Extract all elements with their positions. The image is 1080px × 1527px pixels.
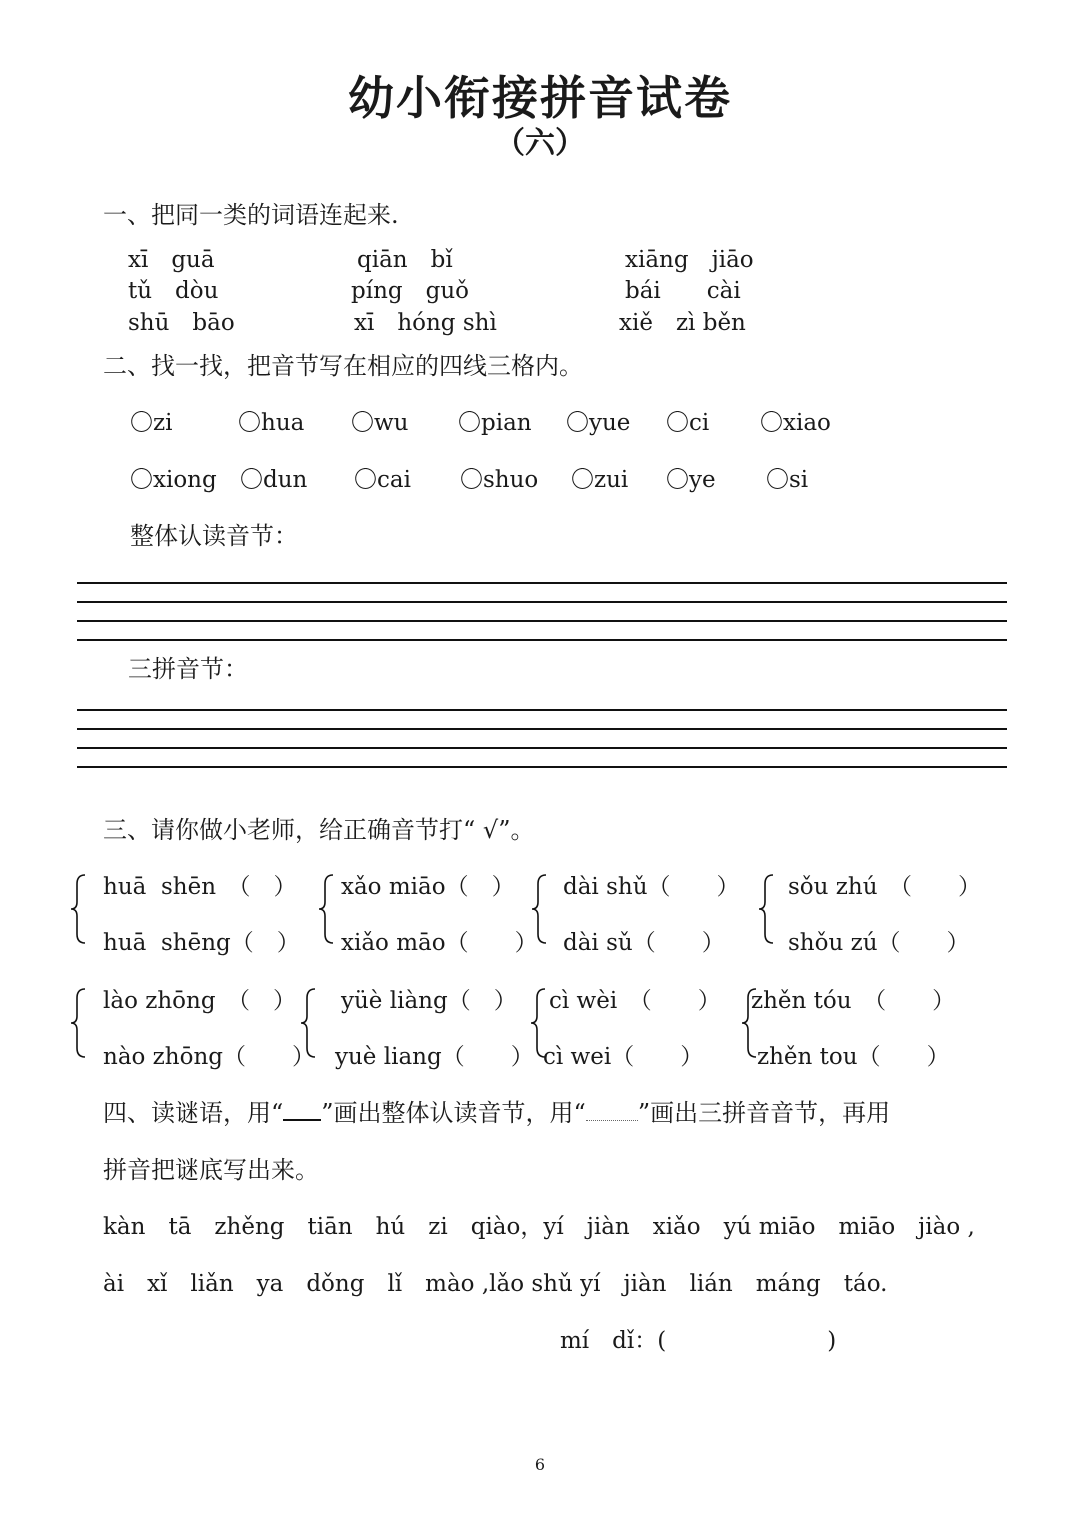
choice-b: shǒu zú（ ）: [788, 930, 970, 956]
choice-a: lào zhōng （ ）: [103, 988, 297, 1014]
choice-b: yuè liang（ ）: [335, 1044, 534, 1070]
section3-heading: 三、请你做小老师，给正确音节打“ √”。: [103, 816, 535, 844]
s2-r1-item: 〇hua: [238, 410, 305, 436]
s2-r2-item: 〇zui: [571, 467, 629, 493]
grid-line: [77, 747, 1007, 749]
page-subtitle: （六）: [495, 126, 585, 161]
choice-b: cì wei（ ）: [543, 1044, 704, 1070]
riddle-line: ài xǐ liǎn ya dǒng lǐ mào ,lǎo shǔ yí jiàn lián máng táo.: [103, 1271, 888, 1297]
s2-r1-item: 〇yue: [566, 410, 631, 436]
choice-a: huā shēn （ ）: [103, 874, 297, 900]
choice-b: xiǎo māo（ ）: [341, 930, 538, 956]
s1-r1-c2: qiān bǐ: [357, 247, 453, 273]
s1-r3-c2: xī hóng shì: [354, 310, 497, 336]
grid-line: [77, 728, 1007, 730]
choice-a: yüè liàng（ ）: [341, 988, 517, 1014]
s1-r1-c3: xiāng jiāo: [625, 247, 754, 273]
heading-part: ”画出三拼音音节，再用: [637, 1099, 891, 1127]
choice-b: huā shēng（ ）: [103, 930, 300, 956]
choice-a: zhěn tóu （ ）: [751, 988, 956, 1014]
heading-part: 四、读谜语，用“: [103, 1099, 284, 1127]
choice-a: dài shǔ（ ）: [563, 874, 740, 900]
s1-r1-c1: xī guā: [128, 247, 215, 273]
page-number: 6: [534, 1455, 546, 1474]
choice-a: cì wèi （ ）: [549, 988, 721, 1014]
s2-r2-item: 〇dun: [240, 467, 308, 493]
section2-heading: 二、找一找，把音节写在相应的四线三格内。: [103, 352, 583, 380]
grid-line: [77, 582, 1007, 584]
s2-r2-item: 〇cai: [354, 467, 411, 493]
straight-underline-sample: [283, 1101, 321, 1121]
s2-r1-item: 〇zi: [130, 410, 173, 436]
s2-r2-item: 〇xiong: [130, 467, 217, 493]
grid-line: [77, 639, 1007, 641]
s1-r3-c3: xiě zì běn: [619, 310, 746, 336]
whole-syllable-label: 整体认读音节：: [130, 522, 298, 550]
s2-r2-item: 〇ye: [666, 467, 716, 493]
grid-line: [77, 601, 1007, 603]
s2-r2-item: 〇si: [766, 467, 809, 493]
riddle-answer: mí dǐ：( ): [560, 1328, 837, 1354]
grid-line: [77, 766, 1007, 768]
s2-r1-item: 〇wu: [351, 410, 409, 436]
wavy-underline-sample: [586, 1102, 638, 1121]
choice-b: zhěn tou（ ）: [757, 1044, 950, 1070]
s2-r1-item: 〇pian: [458, 410, 532, 436]
section1-heading: 一、把同一类的词语连起来.: [103, 201, 399, 229]
page-title: 幼小衔接拼音试卷: [348, 71, 732, 125]
s1-r2-c3: bái cài: [625, 278, 741, 304]
s2-r1-item: 〇ci: [666, 410, 710, 436]
grid-line: [77, 620, 1007, 622]
brace-icon: [758, 874, 774, 944]
s2-r2-item: 〇shuo: [460, 467, 539, 493]
section4-heading: [103, 1093, 890, 1128]
s1-r3-c1: shū bāo: [128, 310, 235, 336]
choice-b: dài sǔ（ ）: [563, 930, 725, 956]
grid-line: [77, 709, 1007, 711]
s1-r2-c1: tǔ dòu: [128, 278, 219, 304]
choice-a: sǒu zhú （ ）: [788, 874, 982, 900]
brace-icon: [70, 874, 86, 944]
s1-r2-c2: píng guǒ: [351, 278, 469, 304]
section4-heading-line2: 拼音把谜底写出来。: [103, 1156, 319, 1184]
riddle-line: kàn tā zhěng tiān hú zi qiào，yí jiàn xiǎo yú miāo miāo jiào ,: [103, 1214, 975, 1240]
choice-b: nào zhōng（ ）: [103, 1044, 315, 1070]
heading-part: ”画出整体认读音节，用“: [321, 1099, 586, 1127]
brace-icon: [70, 988, 86, 1058]
three-syllable-label: 三拼音节：: [128, 655, 248, 683]
s2-r1-item: 〇xiao: [760, 410, 831, 436]
brace-icon: [318, 874, 334, 944]
choice-a: xǎo miāo（ ）: [341, 874, 515, 900]
